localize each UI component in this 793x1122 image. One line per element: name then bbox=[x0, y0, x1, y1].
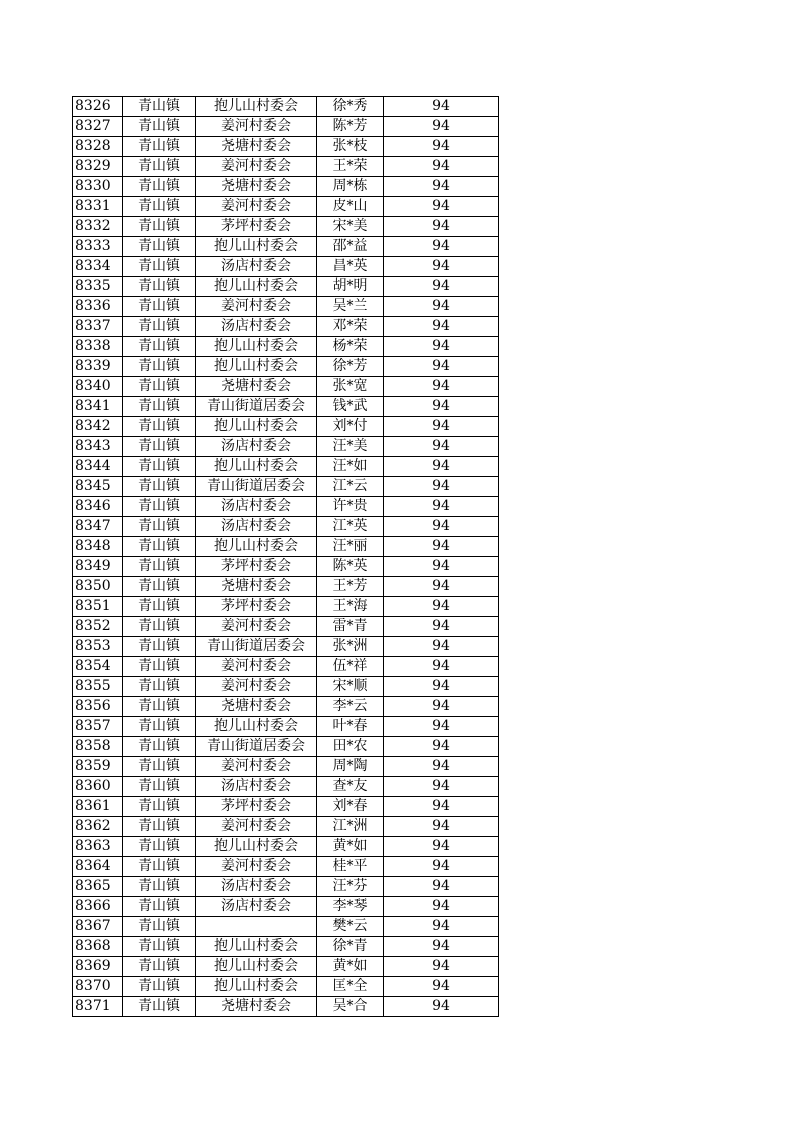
table-row bbox=[73, 517, 499, 537]
score-cell: 94 bbox=[384, 617, 499, 637]
village-cell: 抱儿山村委会 bbox=[196, 97, 317, 117]
village-cell: 汤店村委会 bbox=[196, 897, 317, 917]
town-cell: 青山镇 bbox=[123, 257, 196, 277]
score-cell: 94 bbox=[384, 557, 499, 577]
table-row bbox=[73, 297, 499, 317]
table-row bbox=[73, 397, 499, 417]
village-cell: 姜河村委会 bbox=[196, 677, 317, 697]
town-cell: 青山镇 bbox=[123, 777, 196, 797]
score-cell: 94 bbox=[384, 477, 499, 497]
table-row bbox=[73, 757, 499, 777]
village-cell: 姜河村委会 bbox=[196, 857, 317, 877]
row-id-cell: 8364 bbox=[73, 857, 123, 877]
row-id-cell: 8349 bbox=[73, 557, 123, 577]
town-cell: 青山镇 bbox=[123, 637, 196, 657]
village-cell: 抱儿山村委会 bbox=[196, 337, 317, 357]
table-row bbox=[73, 717, 499, 737]
table-row bbox=[73, 377, 499, 397]
town-cell: 青山镇 bbox=[123, 697, 196, 717]
village-cell: 抱儿山村委会 bbox=[196, 837, 317, 857]
score-cell: 94 bbox=[384, 377, 499, 397]
row-id-cell: 8335 bbox=[73, 277, 123, 297]
table-row bbox=[73, 977, 499, 997]
score-cell: 94 bbox=[384, 277, 499, 297]
town-cell: 青山镇 bbox=[123, 417, 196, 437]
table-row bbox=[73, 437, 499, 457]
table-row bbox=[73, 937, 499, 957]
town-cell: 青山镇 bbox=[123, 917, 196, 937]
table-row bbox=[73, 497, 499, 517]
village-cell: 尧塘村委会 bbox=[196, 137, 317, 157]
name-cell: 周*栋 bbox=[317, 177, 384, 197]
score-cell: 94 bbox=[384, 517, 499, 537]
town-cell: 青山镇 bbox=[123, 757, 196, 777]
score-cell: 94 bbox=[384, 777, 499, 797]
row-id-cell: 8340 bbox=[73, 377, 123, 397]
village-cell: 青山街道居委会 bbox=[196, 477, 317, 497]
village-cell: 姜河村委会 bbox=[196, 117, 317, 137]
table-row bbox=[73, 917, 499, 937]
village-cell: 尧塘村委会 bbox=[196, 377, 317, 397]
name-cell: 陈*英 bbox=[317, 557, 384, 577]
town-cell: 青山镇 bbox=[123, 217, 196, 237]
row-id-cell: 8347 bbox=[73, 517, 123, 537]
score-cell: 94 bbox=[384, 357, 499, 377]
village-cell: 抱儿山村委会 bbox=[196, 277, 317, 297]
row-id-cell: 8361 bbox=[73, 797, 123, 817]
row-id-cell: 8329 bbox=[73, 157, 123, 177]
name-cell: 汪*美 bbox=[317, 437, 384, 457]
row-id-cell: 8346 bbox=[73, 497, 123, 517]
score-cell: 94 bbox=[384, 197, 499, 217]
name-cell: 汪*丽 bbox=[317, 537, 384, 557]
table-row bbox=[73, 997, 499, 1017]
row-id-cell: 8365 bbox=[73, 877, 123, 897]
village-cell: 青山街道居委会 bbox=[196, 737, 317, 757]
row-id-cell: 8371 bbox=[73, 997, 123, 1017]
village-cell: 抱儿山村委会 bbox=[196, 537, 317, 557]
row-id-cell: 8330 bbox=[73, 177, 123, 197]
row-id-cell: 8369 bbox=[73, 957, 123, 977]
table-row bbox=[73, 617, 499, 637]
name-cell: 黄*如 bbox=[317, 837, 384, 857]
table-row bbox=[73, 837, 499, 857]
row-id-cell: 8336 bbox=[73, 297, 123, 317]
score-cell: 94 bbox=[384, 877, 499, 897]
town-cell: 青山镇 bbox=[123, 657, 196, 677]
name-cell: 张*宽 bbox=[317, 377, 384, 397]
village-cell: 尧塘村委会 bbox=[196, 997, 317, 1017]
village-cell: 茅坪村委会 bbox=[196, 217, 317, 237]
table-row bbox=[73, 317, 499, 337]
village-cell: 抱儿山村委会 bbox=[196, 977, 317, 997]
score-cell: 94 bbox=[384, 737, 499, 757]
row-id-cell: 8326 bbox=[73, 97, 123, 117]
town-cell: 青山镇 bbox=[123, 857, 196, 877]
table-body bbox=[73, 97, 499, 1017]
row-id-cell: 8352 bbox=[73, 617, 123, 637]
village-cell: 抱儿山村委会 bbox=[196, 417, 317, 437]
village-cell: 抱儿山村委会 bbox=[196, 237, 317, 257]
name-cell: 宋*美 bbox=[317, 217, 384, 237]
row-id-cell: 8328 bbox=[73, 137, 123, 157]
village-cell: 抱儿山村委会 bbox=[196, 957, 317, 977]
town-cell: 青山镇 bbox=[123, 817, 196, 837]
name-cell: 吴*合 bbox=[317, 997, 384, 1017]
name-cell: 王*荣 bbox=[317, 157, 384, 177]
name-cell: 叶*春 bbox=[317, 717, 384, 737]
table-row bbox=[73, 857, 499, 877]
name-cell: 徐*芳 bbox=[317, 357, 384, 377]
name-cell: 王*芳 bbox=[317, 577, 384, 597]
name-cell: 邵*益 bbox=[317, 237, 384, 257]
table-row bbox=[73, 137, 499, 157]
row-id-cell: 8358 bbox=[73, 737, 123, 757]
row-id-cell: 8370 bbox=[73, 977, 123, 997]
table-row bbox=[73, 637, 499, 657]
score-cell: 94 bbox=[384, 397, 499, 417]
town-cell: 青山镇 bbox=[123, 877, 196, 897]
score-cell: 94 bbox=[384, 997, 499, 1017]
table-row bbox=[73, 597, 499, 617]
name-cell: 皮*山 bbox=[317, 197, 384, 217]
village-cell bbox=[196, 917, 317, 937]
row-id-cell: 8337 bbox=[73, 317, 123, 337]
name-cell: 桂*平 bbox=[317, 857, 384, 877]
name-cell: 雷*青 bbox=[317, 617, 384, 637]
village-cell: 茅坪村委会 bbox=[196, 557, 317, 577]
score-cell: 94 bbox=[384, 797, 499, 817]
row-id-cell: 8343 bbox=[73, 437, 123, 457]
village-cell: 姜河村委会 bbox=[196, 157, 317, 177]
score-cell: 94 bbox=[384, 437, 499, 457]
town-cell: 青山镇 bbox=[123, 297, 196, 317]
table-row bbox=[73, 557, 499, 577]
village-cell: 抱儿山村委会 bbox=[196, 357, 317, 377]
row-id-cell: 8353 bbox=[73, 637, 123, 657]
table-row bbox=[73, 877, 499, 897]
village-cell: 尧塘村委会 bbox=[196, 577, 317, 597]
town-cell: 青山镇 bbox=[123, 137, 196, 157]
table-row bbox=[73, 97, 499, 117]
town-cell: 青山镇 bbox=[123, 397, 196, 417]
score-cell: 94 bbox=[384, 817, 499, 837]
name-cell: 陈*芳 bbox=[317, 117, 384, 137]
row-id-cell: 8354 bbox=[73, 657, 123, 677]
table-row bbox=[73, 577, 499, 597]
name-cell: 张*枝 bbox=[317, 137, 384, 157]
row-id-cell: 8333 bbox=[73, 237, 123, 257]
score-cell: 94 bbox=[384, 297, 499, 317]
score-cell: 94 bbox=[384, 177, 499, 197]
village-cell: 汤店村委会 bbox=[196, 257, 317, 277]
village-cell: 青山街道居委会 bbox=[196, 637, 317, 657]
table-row bbox=[73, 897, 499, 917]
row-id-cell: 8348 bbox=[73, 537, 123, 557]
town-cell: 青山镇 bbox=[123, 97, 196, 117]
score-cell: 94 bbox=[384, 837, 499, 857]
town-cell: 青山镇 bbox=[123, 677, 196, 697]
name-cell: 汪*芬 bbox=[317, 877, 384, 897]
village-cell: 抱儿山村委会 bbox=[196, 937, 317, 957]
village-cell: 茅坪村委会 bbox=[196, 797, 317, 817]
name-cell: 周*陶 bbox=[317, 757, 384, 777]
row-id-cell: 8367 bbox=[73, 917, 123, 937]
village-cell: 汤店村委会 bbox=[196, 437, 317, 457]
name-cell: 李*琴 bbox=[317, 897, 384, 917]
town-cell: 青山镇 bbox=[123, 477, 196, 497]
town-cell: 青山镇 bbox=[123, 357, 196, 377]
name-cell: 杨*荣 bbox=[317, 337, 384, 357]
town-cell: 青山镇 bbox=[123, 317, 196, 337]
village-cell: 汤店村委会 bbox=[196, 877, 317, 897]
village-cell: 茅坪村委会 bbox=[196, 597, 317, 617]
score-cell: 94 bbox=[384, 917, 499, 937]
name-cell: 黄*如 bbox=[317, 957, 384, 977]
name-cell: 徐*秀 bbox=[317, 97, 384, 117]
row-id-cell: 8359 bbox=[73, 757, 123, 777]
village-cell: 姜河村委会 bbox=[196, 757, 317, 777]
town-cell: 青山镇 bbox=[123, 537, 196, 557]
town-cell: 青山镇 bbox=[123, 437, 196, 457]
town-cell: 青山镇 bbox=[123, 957, 196, 977]
town-cell: 青山镇 bbox=[123, 797, 196, 817]
town-cell: 青山镇 bbox=[123, 617, 196, 637]
row-id-cell: 8338 bbox=[73, 337, 123, 357]
town-cell: 青山镇 bbox=[123, 997, 196, 1017]
village-cell: 汤店村委会 bbox=[196, 497, 317, 517]
score-cell: 94 bbox=[384, 537, 499, 557]
name-cell: 胡*明 bbox=[317, 277, 384, 297]
town-cell: 青山镇 bbox=[123, 237, 196, 257]
score-cell: 94 bbox=[384, 677, 499, 697]
score-cell: 94 bbox=[384, 897, 499, 917]
table-row bbox=[73, 457, 499, 477]
name-cell: 查*友 bbox=[317, 777, 384, 797]
score-cell: 94 bbox=[384, 417, 499, 437]
village-cell: 汤店村委会 bbox=[196, 777, 317, 797]
village-cell: 青山街道居委会 bbox=[196, 397, 317, 417]
name-cell: 邓*荣 bbox=[317, 317, 384, 337]
town-cell: 青山镇 bbox=[123, 197, 196, 217]
village-cell: 姜河村委会 bbox=[196, 297, 317, 317]
row-id-cell: 8366 bbox=[73, 897, 123, 917]
table-row bbox=[73, 777, 499, 797]
town-cell: 青山镇 bbox=[123, 597, 196, 617]
row-id-cell: 8368 bbox=[73, 937, 123, 957]
score-cell: 94 bbox=[384, 117, 499, 137]
town-cell: 青山镇 bbox=[123, 457, 196, 477]
town-cell: 青山镇 bbox=[123, 377, 196, 397]
row-id-cell: 8345 bbox=[73, 477, 123, 497]
village-cell: 抱儿山村委会 bbox=[196, 717, 317, 737]
town-cell: 青山镇 bbox=[123, 517, 196, 537]
town-cell: 青山镇 bbox=[123, 557, 196, 577]
score-cell: 94 bbox=[384, 697, 499, 717]
row-id-cell: 8355 bbox=[73, 677, 123, 697]
score-cell: 94 bbox=[384, 577, 499, 597]
row-id-cell: 8344 bbox=[73, 457, 123, 477]
score-cell: 94 bbox=[384, 217, 499, 237]
table-row bbox=[73, 957, 499, 977]
town-cell: 青山镇 bbox=[123, 277, 196, 297]
table-row bbox=[73, 737, 499, 757]
score-cell: 94 bbox=[384, 937, 499, 957]
name-cell: 伍*祥 bbox=[317, 657, 384, 677]
table-row bbox=[73, 657, 499, 677]
town-cell: 青山镇 bbox=[123, 937, 196, 957]
score-cell: 94 bbox=[384, 457, 499, 477]
score-cell: 94 bbox=[384, 657, 499, 677]
town-cell: 青山镇 bbox=[123, 117, 196, 137]
row-id-cell: 8341 bbox=[73, 397, 123, 417]
row-id-cell: 8351 bbox=[73, 597, 123, 617]
score-cell: 94 bbox=[384, 717, 499, 737]
name-cell: 吴*兰 bbox=[317, 297, 384, 317]
score-cell: 94 bbox=[384, 337, 499, 357]
row-id-cell: 8350 bbox=[73, 577, 123, 597]
table-row bbox=[73, 277, 499, 297]
table-row bbox=[73, 417, 499, 437]
table-row bbox=[73, 797, 499, 817]
town-cell: 青山镇 bbox=[123, 497, 196, 517]
name-cell: 田*农 bbox=[317, 737, 384, 757]
town-cell: 青山镇 bbox=[123, 837, 196, 857]
score-cell: 94 bbox=[384, 317, 499, 337]
village-cell: 姜河村委会 bbox=[196, 197, 317, 217]
score-cell: 94 bbox=[384, 957, 499, 977]
table-row bbox=[73, 197, 499, 217]
score-cell: 94 bbox=[384, 257, 499, 277]
name-cell: 江*英 bbox=[317, 517, 384, 537]
village-cell: 姜河村委会 bbox=[196, 817, 317, 837]
name-cell: 钱*武 bbox=[317, 397, 384, 417]
town-cell: 青山镇 bbox=[123, 737, 196, 757]
village-cell: 抱儿山村委会 bbox=[196, 457, 317, 477]
name-cell: 江*云 bbox=[317, 477, 384, 497]
town-cell: 青山镇 bbox=[123, 577, 196, 597]
town-cell: 青山镇 bbox=[123, 897, 196, 917]
score-cell: 94 bbox=[384, 97, 499, 117]
score-cell: 94 bbox=[384, 977, 499, 997]
town-cell: 青山镇 bbox=[123, 977, 196, 997]
name-cell: 昌*英 bbox=[317, 257, 384, 277]
table-row bbox=[73, 157, 499, 177]
name-cell: 匡*全 bbox=[317, 977, 384, 997]
village-cell: 姜河村委会 bbox=[196, 617, 317, 637]
table-row bbox=[73, 697, 499, 717]
roster-table bbox=[72, 96, 499, 1017]
score-cell: 94 bbox=[384, 597, 499, 617]
name-cell: 李*云 bbox=[317, 697, 384, 717]
row-id-cell: 8339 bbox=[73, 357, 123, 377]
table-row bbox=[73, 237, 499, 257]
row-id-cell: 8357 bbox=[73, 717, 123, 737]
table-row bbox=[73, 477, 499, 497]
name-cell: 王*海 bbox=[317, 597, 384, 617]
town-cell: 青山镇 bbox=[123, 717, 196, 737]
name-cell: 汪*如 bbox=[317, 457, 384, 477]
table-row bbox=[73, 177, 499, 197]
table-row bbox=[73, 257, 499, 277]
name-cell: 刘*春 bbox=[317, 797, 384, 817]
row-id-cell: 8360 bbox=[73, 777, 123, 797]
table-row bbox=[73, 537, 499, 557]
score-cell: 94 bbox=[384, 237, 499, 257]
row-id-cell: 8363 bbox=[73, 837, 123, 857]
village-cell: 尧塘村委会 bbox=[196, 177, 317, 197]
name-cell: 江*洲 bbox=[317, 817, 384, 837]
score-cell: 94 bbox=[384, 137, 499, 157]
town-cell: 青山镇 bbox=[123, 177, 196, 197]
row-id-cell: 8362 bbox=[73, 817, 123, 837]
village-cell: 汤店村委会 bbox=[196, 517, 317, 537]
village-cell: 汤店村委会 bbox=[196, 317, 317, 337]
row-id-cell: 8356 bbox=[73, 697, 123, 717]
score-cell: 94 bbox=[384, 157, 499, 177]
table-row bbox=[73, 217, 499, 237]
row-id-cell: 8331 bbox=[73, 197, 123, 217]
name-cell: 宋*顺 bbox=[317, 677, 384, 697]
town-cell: 青山镇 bbox=[123, 157, 196, 177]
table-row bbox=[73, 817, 499, 837]
score-cell: 94 bbox=[384, 757, 499, 777]
table-row bbox=[73, 117, 499, 137]
row-id-cell: 8334 bbox=[73, 257, 123, 277]
village-cell: 尧塘村委会 bbox=[196, 697, 317, 717]
name-cell: 张*洲 bbox=[317, 637, 384, 657]
score-cell: 94 bbox=[384, 637, 499, 657]
table-row bbox=[73, 337, 499, 357]
town-cell: 青山镇 bbox=[123, 337, 196, 357]
name-cell: 樊*云 bbox=[317, 917, 384, 937]
name-cell: 刘*付 bbox=[317, 417, 384, 437]
name-cell: 徐*青 bbox=[317, 937, 384, 957]
score-cell: 94 bbox=[384, 857, 499, 877]
row-id-cell: 8327 bbox=[73, 117, 123, 137]
name-cell: 许*贵 bbox=[317, 497, 384, 517]
row-id-cell: 8332 bbox=[73, 217, 123, 237]
table-row bbox=[73, 677, 499, 697]
score-cell: 94 bbox=[384, 497, 499, 517]
row-id-cell: 8342 bbox=[73, 417, 123, 437]
village-cell: 姜河村委会 bbox=[196, 657, 317, 677]
table-row bbox=[73, 357, 499, 377]
